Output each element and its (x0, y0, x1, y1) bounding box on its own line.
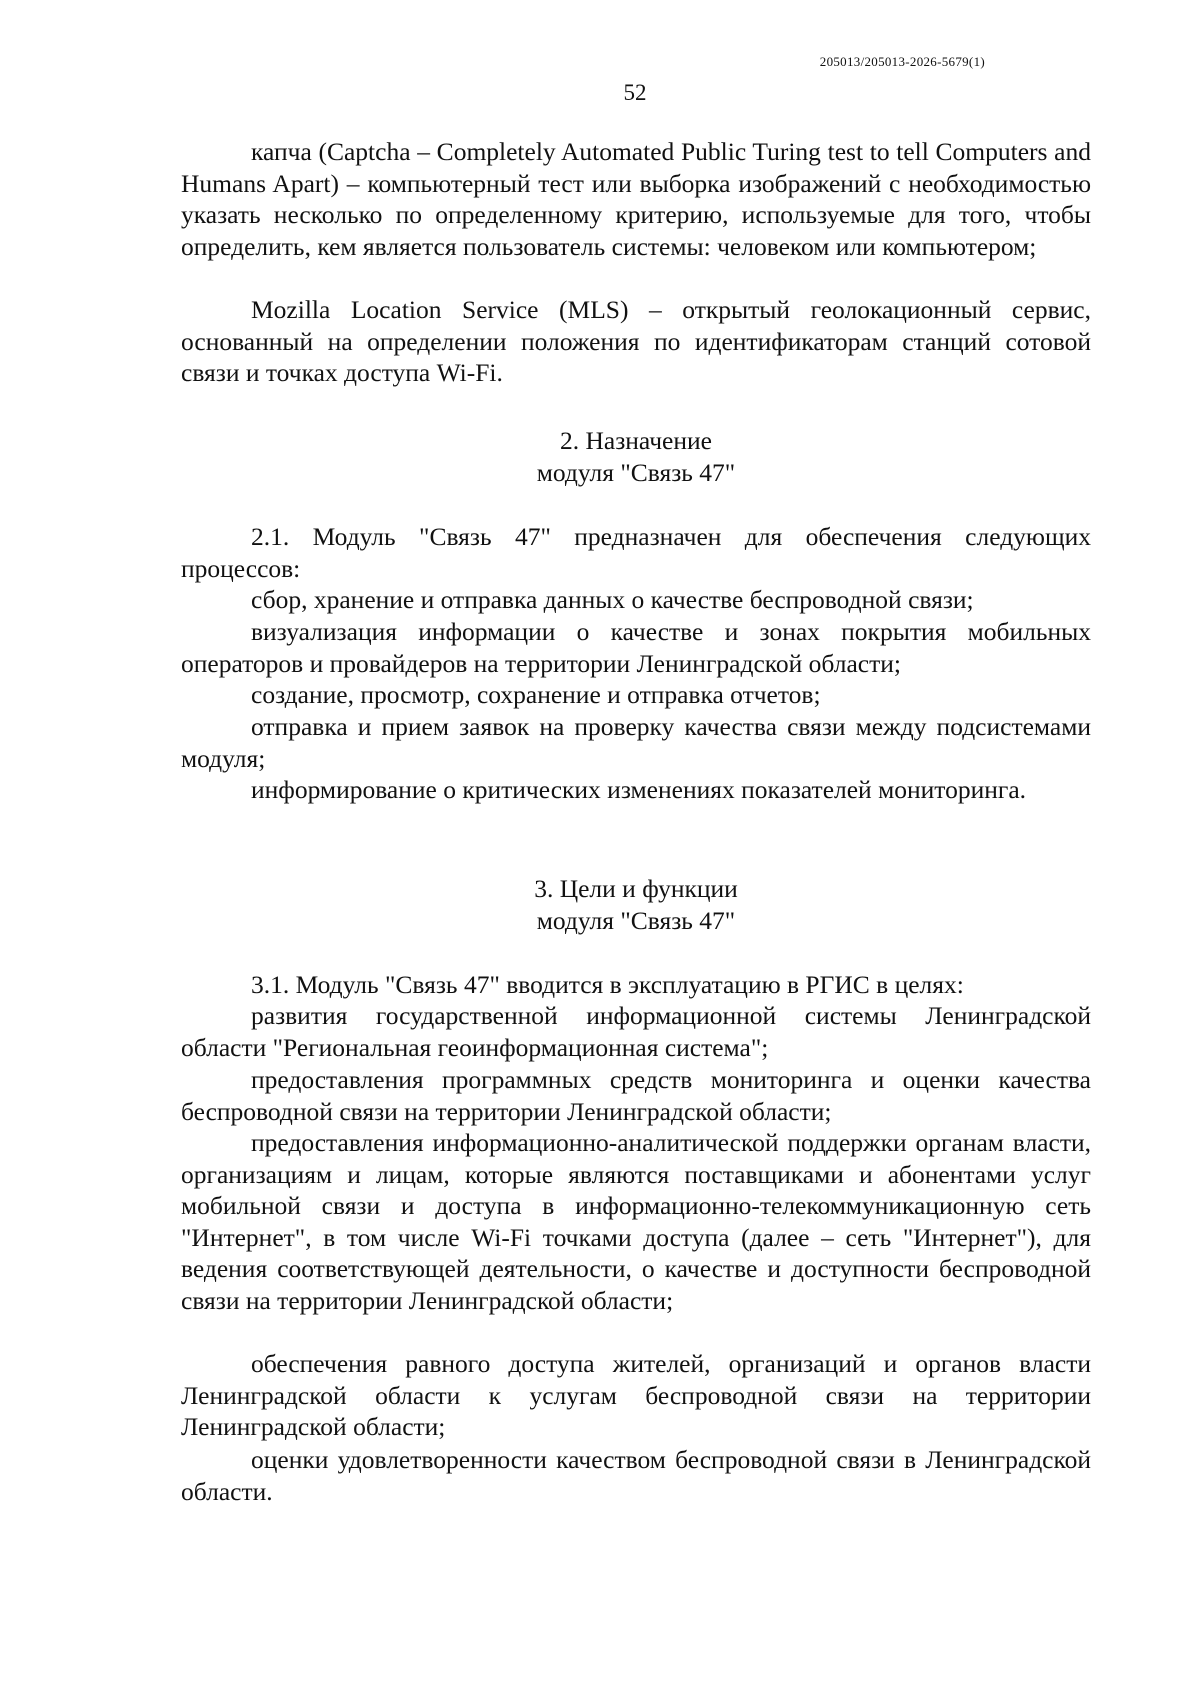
section-2-paragraph: создание, просмотр, сохранение и отправка отчетов; (251, 680, 821, 709)
page-number: 52 (623, 80, 647, 105)
section-2-heading (181, 425, 1091, 488)
section-2-subtitle: модуля "Связь 47" (536, 457, 736, 487)
section-2-paragraph: визуализация информации о качестве и зонах покрытия мобильных операторов и провайдеров на территории Ленинградской области; (181, 617, 1091, 678)
section-2-paragraph: отправка и прием заявок на проверку качества связи между подсистемами модуля; (181, 712, 1091, 773)
definition-mls: Mozilla Location Service (MLS) – открытый геолокационный сервис, основанный на определении положения по идентификаторам станций сотовой связи и точках доступа Wi-Fi. (181, 295, 1091, 388)
section-3-paragraph: предоставления программных средств мониторинга и оценки качества беспроводной связи на территории Ленинградской области; (181, 1065, 1091, 1126)
document-id: 205013/205013-2026-5679(1) (819, 54, 985, 69)
definition-captcha: капча (Captcha – Completely Automated Public Turing test to tell Computers and Humans Apart) – компьютерный тест или выборка изображений с необходимостью указать несколько по определенному критерию, используемые для того, чтобы определить, кем является пользователь системы: человеком или компьютером; (181, 137, 1091, 261)
section-3-title: 3. Цели и функции (534, 874, 738, 903)
section-3-paragraph: предоставления информационно-аналитической поддержки органам власти, организациям и лицам, которые являются поставщиками и абонентами услуг мобильной связи и доступа в информационно-телекоммуникационную сеть "Интернет", в том числе Wi-Fi точками доступа (далее – сеть "Интернет"), для ведения соответствующей деятельности, о качестве и доступности беспроводной связи на территории Ленинградской области; (181, 1128, 1091, 1315)
section-3-paragraph: обеспечения равного доступа жителей, организаций и органов власти Ленинградской области к услугам беспроводной связи на территории Ленинградской области; (181, 1349, 1091, 1442)
section-2-paragraph: сбор, хранение и отправка данных о качестве беспроводной связи; (251, 585, 974, 614)
section-3-paragraph: оценки удовлетворенности качеством беспроводной связи в Ленинградской области. (181, 1445, 1091, 1506)
section-3-paragraph: развития государственной информационной системы Ленинградской области "Региональная геоинформационная система"; (181, 1001, 1091, 1062)
section-3-subtitle: модуля "Связь 47" (536, 905, 736, 935)
section-2-title: 2. Назначение (559, 426, 712, 455)
section-2-paragraph: информирование о критических изменениях показателей мониторинга. (251, 775, 1027, 804)
section-3-paragraph: 3.1. Модуль "Связь 47" вводится в эксплуатацию в РГИС в целях: (251, 970, 964, 999)
section-2-paragraph: 2.1. Модуль "Связь 47" предназначен для обеспечения следующих процессов: (181, 522, 1091, 583)
section-3-heading (181, 873, 1091, 936)
